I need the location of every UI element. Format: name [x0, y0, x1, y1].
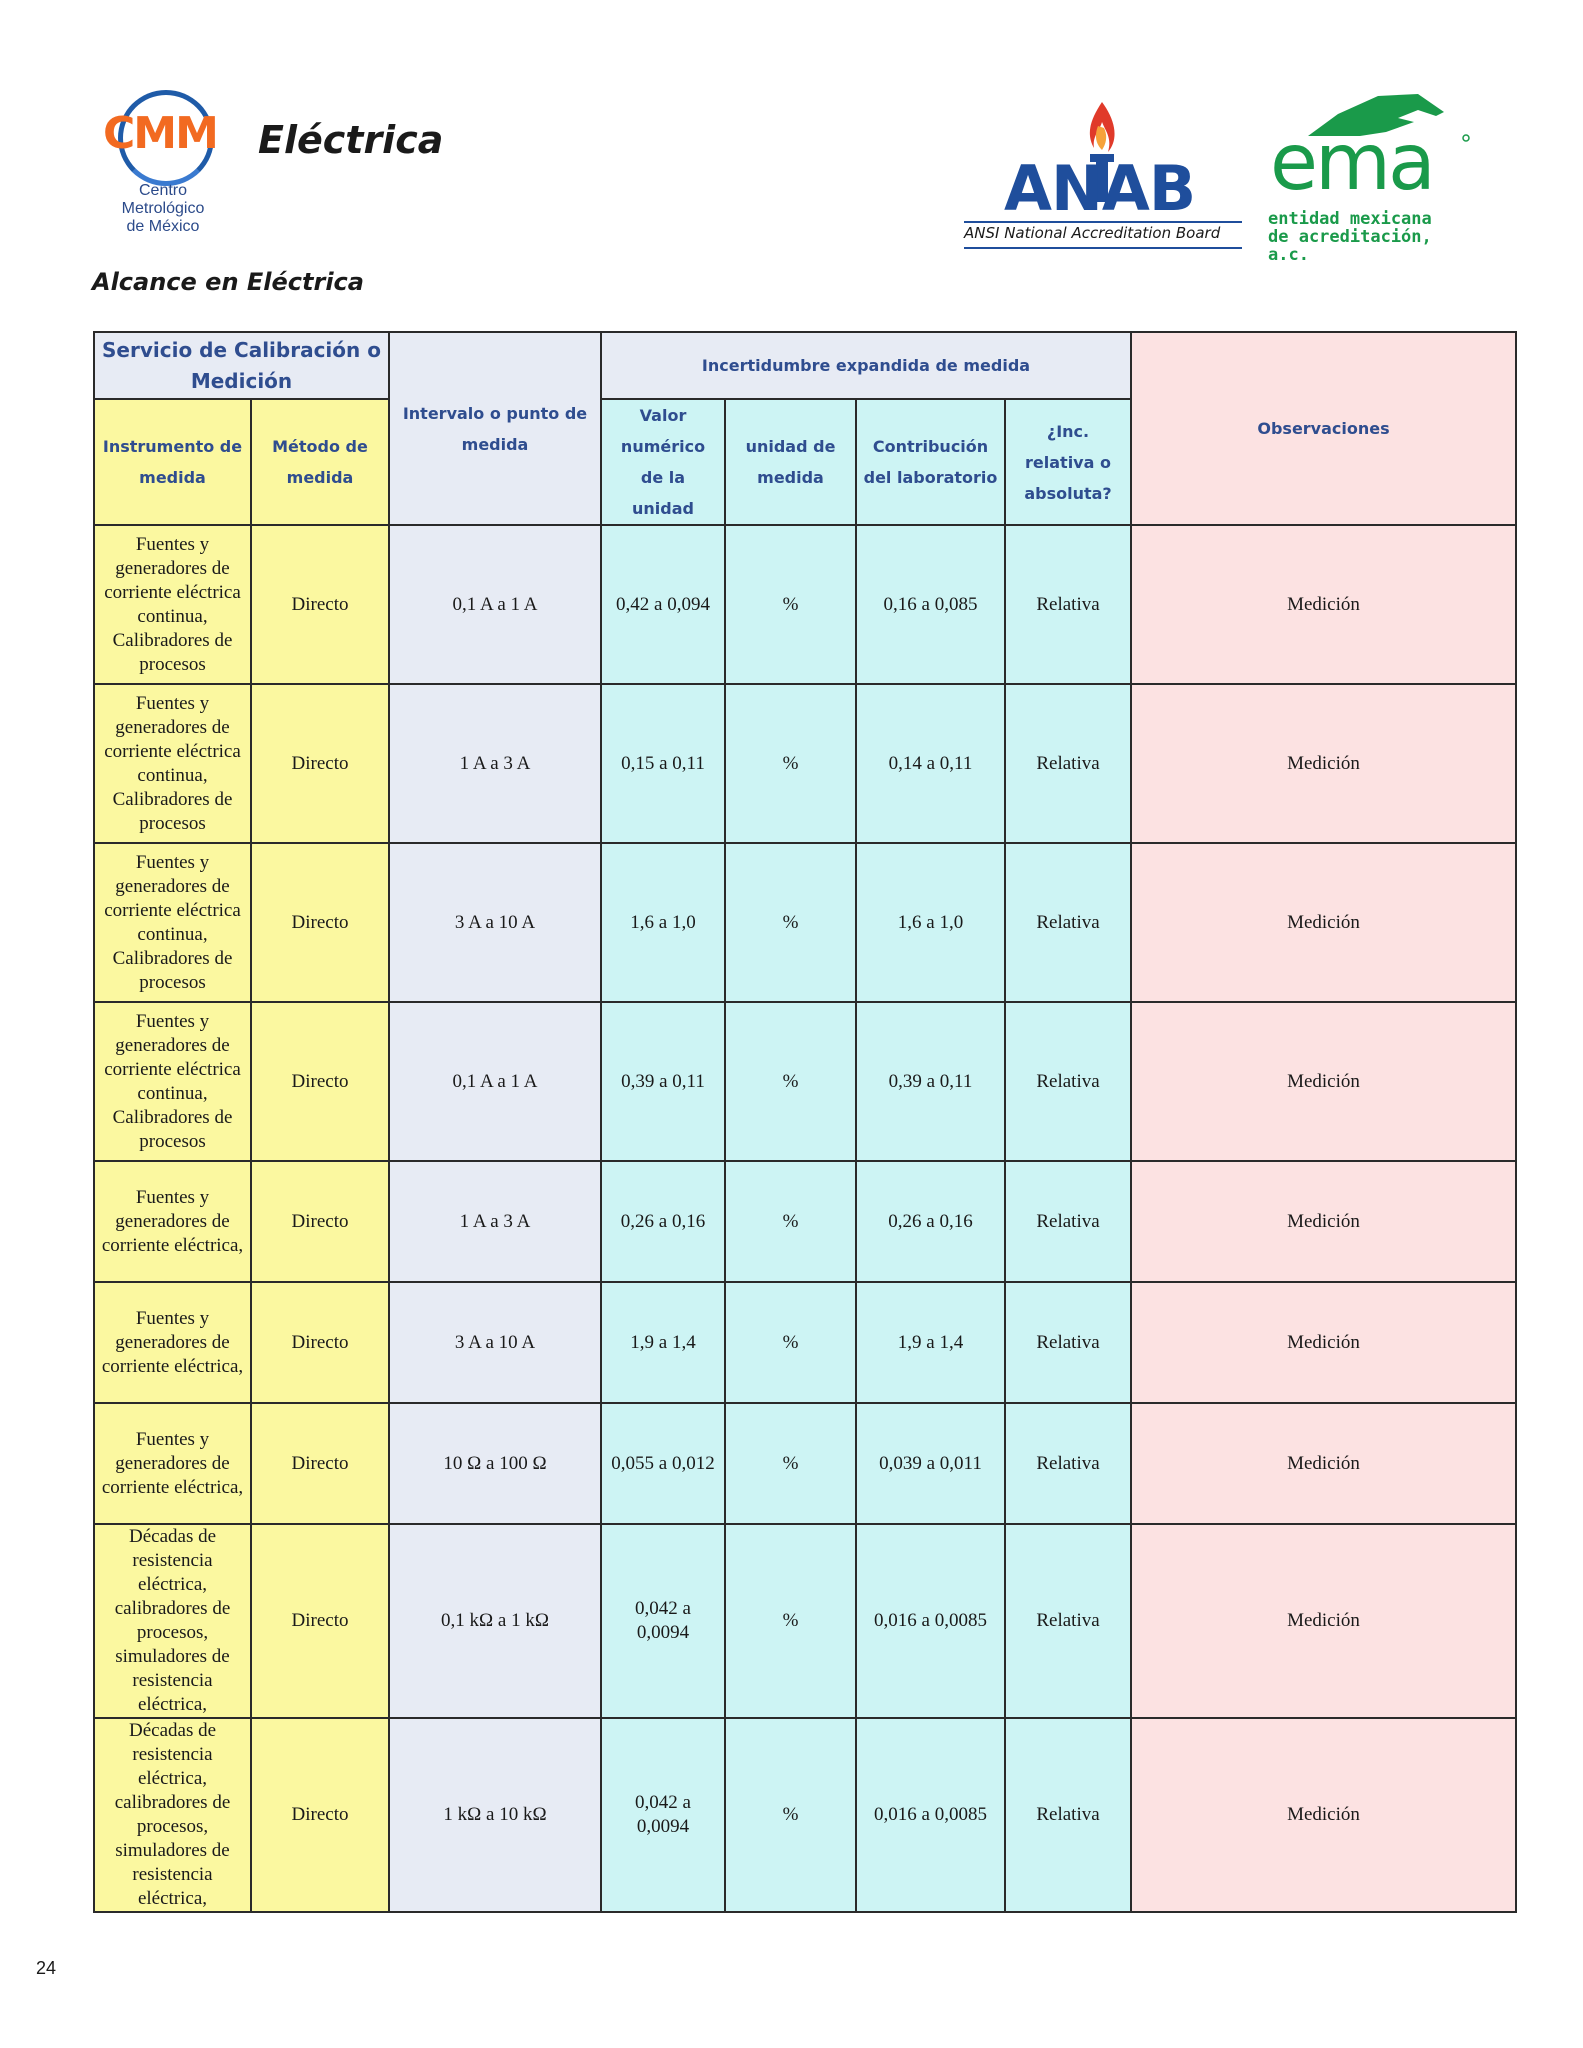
- table-row: [94, 1282, 1516, 1403]
- cell-observations: Medición: [1131, 525, 1516, 684]
- cell-interval: 1 A a 3 A: [389, 1161, 601, 1282]
- cell-relative: Relativa: [1005, 1161, 1131, 1282]
- table-row: [94, 1718, 1516, 1912]
- cell-relative: Relativa: [1005, 1718, 1131, 1912]
- cell-contribution: 0,14 a 0,11: [856, 684, 1005, 843]
- cell-instrument: Fuentes y generadores de corriente eléctrica,: [94, 1161, 251, 1282]
- cmm-subtitle: [98, 182, 228, 236]
- table-row: [94, 684, 1516, 843]
- cell-instrument: Décadas de resistencia eléctrica, calibradores de procesos, simuladores de resistencia eléctrica,: [94, 1718, 251, 1912]
- table-row: [94, 843, 1516, 1002]
- cell-interval: 1 kΩ a 10 kΩ: [389, 1718, 601, 1912]
- cell-relative: Relativa: [1005, 1403, 1131, 1524]
- cell-interval: 0,1 A a 1 A: [389, 525, 601, 684]
- ema-subtitle-line1: entidad mexicana: [1268, 209, 1432, 229]
- ema-subtitle-line2: de acreditación, a.c.: [1268, 227, 1432, 265]
- header-unit: unidad de medida: [725, 399, 856, 525]
- cell-unit: %: [725, 1002, 856, 1161]
- cell-observations: Medición: [1131, 843, 1516, 1002]
- cell-value: 0,42 a 0,094: [601, 525, 725, 684]
- calibration-scope-table: [93, 331, 1517, 1913]
- cell-instrument: Décadas de resistencia eléctrica, calibradores de procesos, simuladores de resistencia eléctrica,: [94, 1524, 251, 1718]
- ema-wordmark: ema: [1270, 118, 1433, 208]
- cmm-logo: [98, 90, 238, 235]
- cell-interval: 3 A a 10 A: [389, 843, 601, 1002]
- table-row: [94, 1002, 1516, 1161]
- cell-relative: Relativa: [1005, 684, 1131, 843]
- cell-interval: 10 Ω a 100 Ω: [389, 1403, 601, 1524]
- cell-observations: Medición: [1131, 1161, 1516, 1282]
- cell-method: Directo: [251, 1718, 389, 1912]
- cmm-acronym: CMM: [103, 108, 217, 159]
- cell-contribution: 0,16 a 0,085: [856, 525, 1005, 684]
- header-method: Método de medida: [251, 399, 389, 525]
- section-title: Alcance en Eléctrica: [92, 268, 364, 296]
- cell-observations: Medición: [1131, 1002, 1516, 1161]
- ema-subtitle: [1268, 210, 1478, 264]
- cell-relative: Relativa: [1005, 1282, 1131, 1403]
- table-row: [94, 1524, 1516, 1718]
- cell-interval: 3 A a 10 A: [389, 1282, 601, 1403]
- cell-contribution: 0,26 a 0,16: [856, 1161, 1005, 1282]
- header-service-group: Servicio de Calibración o Medición: [94, 332, 389, 399]
- header-uncertainty-group: Incertidumbre expandida de medida: [601, 332, 1131, 399]
- cell-observations: Medición: [1131, 1403, 1516, 1524]
- cell-value: 1,6 a 1,0: [601, 843, 725, 1002]
- cell-contribution: 0,39 a 0,11: [856, 1002, 1005, 1161]
- cell-instrument: Fuentes y generadores de corriente eléctrica continua, Calibradores de procesos: [94, 843, 251, 1002]
- cell-unit: %: [725, 684, 856, 843]
- cell-observations: Medición: [1131, 1524, 1516, 1718]
- cell-interval: 0,1 A a 1 A: [389, 1002, 601, 1161]
- cell-instrument: Fuentes y generadores de corriente eléctrica,: [94, 1282, 251, 1403]
- cell-method: Directo: [251, 1524, 389, 1718]
- header-interval: Intervalo o punto de medida: [389, 332, 601, 525]
- cell-contribution: 0,039 a 0,011: [856, 1403, 1005, 1524]
- table-row: [94, 525, 1516, 684]
- cell-contribution: 1,6 a 1,0: [856, 843, 1005, 1002]
- cell-instrument: Fuentes y generadores de corriente eléctrica continua, Calibradores de procesos: [94, 684, 251, 843]
- cell-value: 0,39 a 0,11: [601, 1002, 725, 1161]
- anab-subtitle: ANSI National Accreditation Board: [964, 224, 1221, 242]
- cmm-subtitle-line2: de México: [126, 218, 200, 235]
- page-number: 24: [36, 1958, 57, 1978]
- cell-unit: %: [725, 525, 856, 684]
- cmm-subtitle-line1: Centro Metrológico: [121, 182, 205, 217]
- anab-wordmark: ANAB: [1004, 152, 1196, 225]
- cell-value: 0,042 a 0,0094: [601, 1524, 725, 1718]
- cell-method: Directo: [251, 1002, 389, 1161]
- cell-method: Directo: [251, 684, 389, 843]
- header-contribution: Contribución del laboratorio: [856, 399, 1005, 525]
- cell-observations: Medición: [1131, 684, 1516, 843]
- cell-unit: %: [725, 1161, 856, 1282]
- table-row: [94, 1161, 1516, 1282]
- cell-interval: 1 A a 3 A: [389, 684, 601, 843]
- cell-contribution: 0,016 a 0,0085: [856, 1718, 1005, 1912]
- cell-unit: %: [725, 1718, 856, 1912]
- ema-logo: [1268, 92, 1478, 265]
- header-value: Valor numérico de la unidad: [601, 399, 725, 525]
- table-row: [94, 1403, 1516, 1524]
- cell-observations: Medición: [1131, 1718, 1516, 1912]
- cell-method: Directo: [251, 525, 389, 684]
- cell-unit: %: [725, 1524, 856, 1718]
- cell-instrument: Fuentes y generadores de corriente eléctrica continua, Calibradores de procesos: [94, 1002, 251, 1161]
- cell-value: 0,15 a 0,11: [601, 684, 725, 843]
- cell-relative: Relativa: [1005, 1002, 1131, 1161]
- cell-relative: Relativa: [1005, 843, 1131, 1002]
- cell-method: Directo: [251, 1161, 389, 1282]
- cell-value: 0,042 a 0,0094: [601, 1718, 725, 1912]
- cell-relative: Relativa: [1005, 525, 1131, 684]
- cell-unit: %: [725, 843, 856, 1002]
- header-instrument: Instrumento de medida: [94, 399, 251, 525]
- header-observations: Observaciones: [1131, 332, 1516, 525]
- cell-value: 0,055 a 0,012: [601, 1403, 725, 1524]
- cell-method: Directo: [251, 1282, 389, 1403]
- header-relative: ¿Inc. relativa o absoluta?: [1005, 399, 1131, 525]
- anab-logo: [962, 96, 1244, 251]
- cell-method: Directo: [251, 843, 389, 1002]
- cell-instrument: Fuentes y generadores de corriente eléctrica,: [94, 1403, 251, 1524]
- cell-contribution: 1,9 a 1,4: [856, 1282, 1005, 1403]
- cell-relative: Relativa: [1005, 1524, 1131, 1718]
- cell-unit: %: [725, 1403, 856, 1524]
- cell-instrument: Fuentes y generadores de corriente eléctrica continua, Calibradores de procesos: [94, 525, 251, 684]
- cell-interval: 0,1 kΩ a 1 kΩ: [389, 1524, 601, 1718]
- cell-observations: Medición: [1131, 1282, 1516, 1403]
- cell-unit: %: [725, 1282, 856, 1403]
- cell-method: Directo: [251, 1403, 389, 1524]
- cell-value: 0,26 a 0,16: [601, 1161, 725, 1282]
- cell-value: 1,9 a 1,4: [601, 1282, 725, 1403]
- document-title: Eléctrica: [258, 118, 444, 162]
- cell-contribution: 0,016 a 0,0085: [856, 1524, 1005, 1718]
